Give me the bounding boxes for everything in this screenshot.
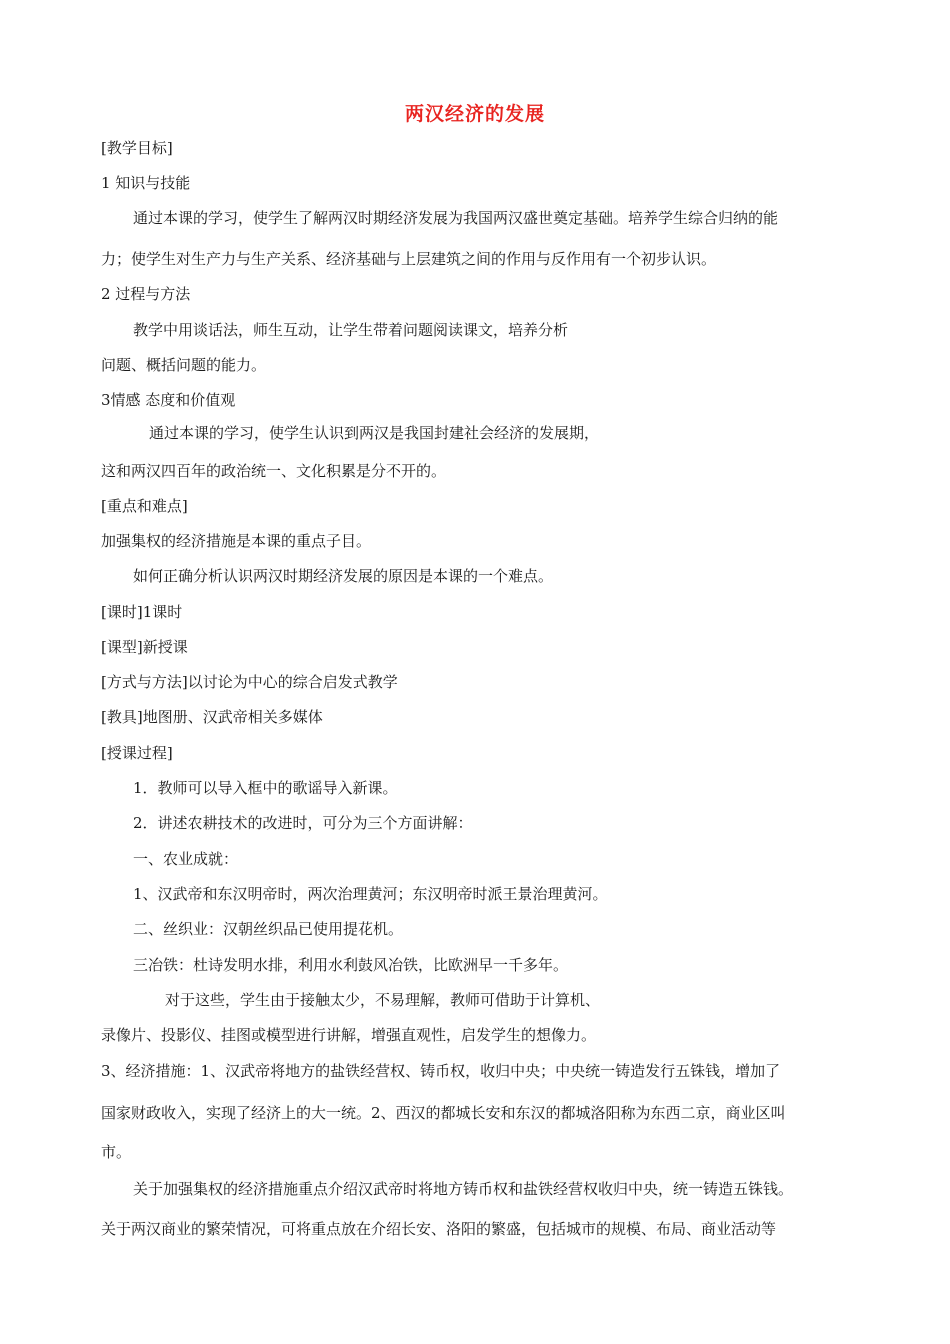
paragraph-line: 录像片、投影仪、挂图或模型进行讲解，增强直观性，启发学生的想像力。 bbox=[101, 1026, 597, 1044]
section-heading-method: [方式与方法]以讨论为中心的综合启发式教学 bbox=[101, 673, 398, 691]
paragraph-line: 市。 bbox=[101, 1143, 132, 1161]
section-heading-teaching-process: [授课过程] bbox=[101, 744, 173, 762]
section-heading-key-points: [重点和难点] bbox=[101, 497, 188, 515]
paragraph-line: 关于加强集权的经济措施重点介绍汉武帝时将地方铸币权和盐铁经营权收归中央，统一铸造五铢钱。 bbox=[133, 1180, 794, 1198]
paragraph-line: 问题、概括问题的能力。 bbox=[101, 356, 267, 374]
list-item: 1．教师可以导入框中的歌谣导入新课。 bbox=[133, 779, 398, 797]
list-item: 三冶铁：杜诗发明水排，利用水利鼓风冶铁，比欧洲早一千多年。 bbox=[133, 956, 569, 974]
subheading-knowledge-skills: 1 知识与技能 bbox=[101, 174, 191, 192]
section-heading-objectives: [教学目标] bbox=[101, 139, 173, 157]
paragraph-line: 这和两汉四百年的政治统一、文化积累是分不开的。 bbox=[101, 462, 447, 480]
list-item: 2．讲述农耕技术的改进时，可分为三个方面讲解： bbox=[133, 814, 473, 832]
section-heading-class-type: [课型]新授课 bbox=[101, 638, 188, 656]
paragraph-line: 对于这些，学生由于接触太少，不易理解，教师可借助于计算机、 bbox=[165, 991, 601, 1009]
paragraph-line: 通过本课的学习，使学生认识到两汉是我国封建社会经济的发展期， bbox=[149, 424, 600, 442]
paragraph-line: 通过本课的学习，使学生了解两汉时期经济发展为我国两汉盛世奠定基础。培养学生综合归纳的能 bbox=[133, 209, 779, 227]
list-item: 二、丝织业：汉朝丝织品已使用提花机。 bbox=[133, 920, 404, 938]
paragraph-line: 国家财政收入，实现了经济上的大一统。2、西汉的都城长安和东汉的都城洛阳称为东西二京，商业区叫 bbox=[101, 1104, 786, 1122]
paragraph-line: 教学中用谈话法，师生互动，让学生带着问题阅读课文，培养分析 bbox=[133, 321, 569, 339]
subheading-emotion-values: 3情感 态度和价值观 bbox=[101, 391, 236, 409]
document-title: 两汉经济的发展 bbox=[404, 103, 545, 125]
list-item: 1、汉武帝和东汉明帝时，两次治理黄河；东汉明帝时派王景治理黄河。 bbox=[133, 885, 608, 903]
paragraph-line: 加强集权的经济措施是本课的重点子目。 bbox=[101, 532, 372, 550]
paragraph-line: 力；使学生对生产力与生产关系、经济基础与上层建筑之间的作用与反作用有一个初步认识。 bbox=[101, 250, 717, 268]
paragraph-line: 关于两汉商业的繁荣情况，可将重点放在介绍长安、洛阳的繁盛，包括城市的规模、布局、商业活动等 bbox=[101, 1220, 777, 1238]
paragraph-line: 如何正确分析认识两汉时期经济发展的原因是本课的一个难点。 bbox=[133, 567, 554, 585]
list-item: 一、农业成就： bbox=[133, 850, 239, 868]
paragraph-line: 3、经济措施：1、汉武帝将地方的盐铁经营权、铸币权，收归中央；中央统一铸造发行五铢钱，增加了 bbox=[101, 1062, 781, 1080]
section-heading-teaching-aids: [教具]地图册、汉武帝相关多媒体 bbox=[101, 708, 323, 726]
subheading-process-method: 2 过程与方法 bbox=[101, 285, 191, 303]
section-heading-class-hours: [课时]1课时 bbox=[101, 603, 183, 621]
